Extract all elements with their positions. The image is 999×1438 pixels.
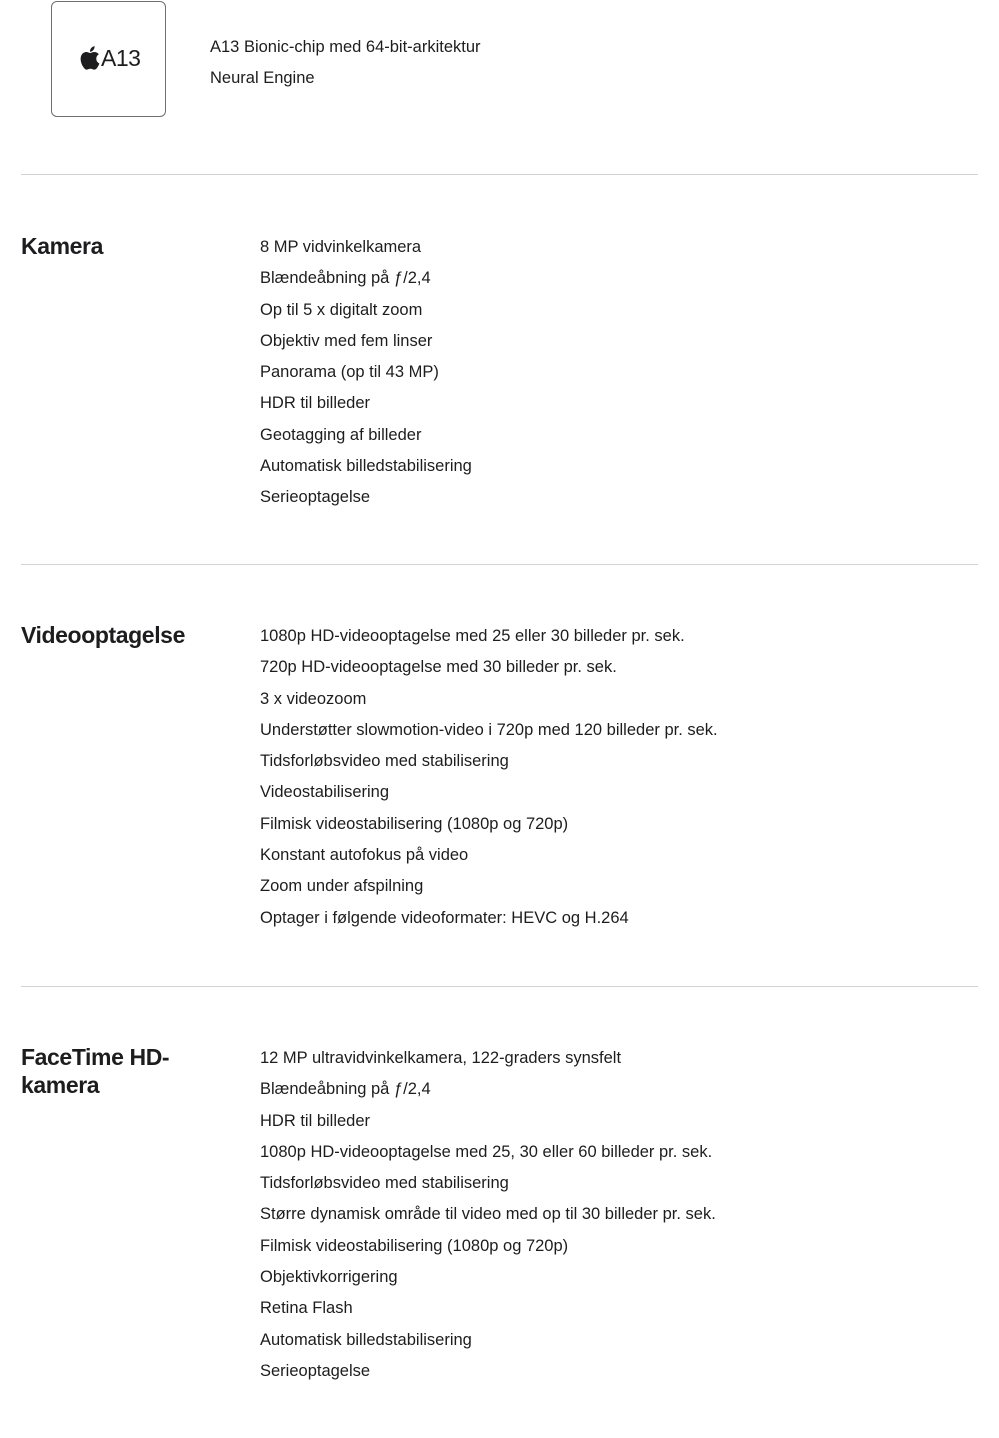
chip-line: Neural Engine [210, 69, 315, 87]
spec-item: Geotagging af billeder [260, 425, 422, 444]
spec-item: Op til 5 x digitalt zoom [260, 300, 423, 319]
spec-item: 12 MP ultravidvinkelkamera, 122-graders synsfelt [260, 1049, 622, 1067]
spec-item: Blændeåbning på ƒ/2,4 [260, 1080, 431, 1099]
spec-item: Automatisk billedstabilisering [260, 1330, 472, 1349]
spec-item: Tidsforløbsvideo med stabilisering [260, 752, 509, 771]
spec-item: Konstant autofokus på video [260, 846, 469, 865]
section-title: Videooptagelse [21, 622, 185, 648]
spec-item: Retina Flash [260, 1299, 353, 1318]
spec-item: Automatisk billedstabilisering [260, 457, 472, 476]
spec-item: 3 x videozoom [260, 689, 367, 708]
spec-item: 1080p HD-videooptagelse med 25, 30 eller 60 billeder pr. sek. [260, 1142, 713, 1161]
section-title-line: kamera [21, 1072, 100, 1098]
chip-row [0, 0, 999, 174]
section-title-line: FaceTime HD- [21, 1044, 170, 1070]
chip-line: A13 Bionic-chip med 64-bit-arkitektur [210, 38, 481, 56]
spec-item: Optager i følgende videoformater: HEVC og H.264 [260, 908, 629, 927]
section-divider [21, 986, 978, 987]
spec-item: Serieoptagelse [260, 488, 371, 507]
spec-item: Filmisk videostabilisering (1080p og 720p) [260, 1236, 569, 1255]
spec-item: 8 MP vidvinkelkamera [260, 238, 422, 256]
spec-item: Blændeåbning på ƒ/2,4 [260, 269, 431, 288]
spec-item: Filmisk videostabilisering (1080p og 720p) [260, 814, 569, 833]
chip-badge [51, 1, 166, 117]
spec-item: 1080p HD-videooptagelse med 25 eller 30 billeder pr. sek. [260, 627, 685, 645]
spec-item: Zoom under afspilning [260, 877, 424, 896]
spec-item: 720p HD-videooptagelse med 30 billeder pr. sek. [260, 658, 617, 677]
chip-mark [79, 46, 140, 70]
spec-item: Videostabilisering [260, 783, 390, 802]
spec-item: Understøtter slowmotion-video i 720p med 120 billeder pr. sek. [260, 720, 718, 739]
section-divider [21, 174, 978, 175]
section-divider [21, 564, 978, 565]
chip-name: A13 [101, 45, 141, 71]
spec-item: Panorama (op til 43 MP) [260, 363, 439, 382]
apple-logo-icon [79, 46, 100, 70]
spec-item: Større dynamisk område til video med op til 30 billeder pr. sek. [260, 1205, 716, 1224]
spec-item: Objektiv med fem linser [260, 331, 433, 350]
spec-item: HDR til billeder [260, 394, 371, 413]
spec-item: Serieoptagelse [260, 1361, 371, 1380]
spec-item: Objektivkorrigering [260, 1268, 398, 1287]
chip-description [210, 32, 481, 94]
spec-item: HDR til billeder [260, 1111, 371, 1130]
section-title: Kamera [21, 233, 103, 259]
spec-list [260, 621, 718, 934]
section-title [21, 1043, 236, 1099]
spec-list [260, 232, 472, 514]
spec-list [260, 1043, 716, 1387]
spec-item: Tidsforløbsvideo med stabilisering [260, 1174, 509, 1193]
